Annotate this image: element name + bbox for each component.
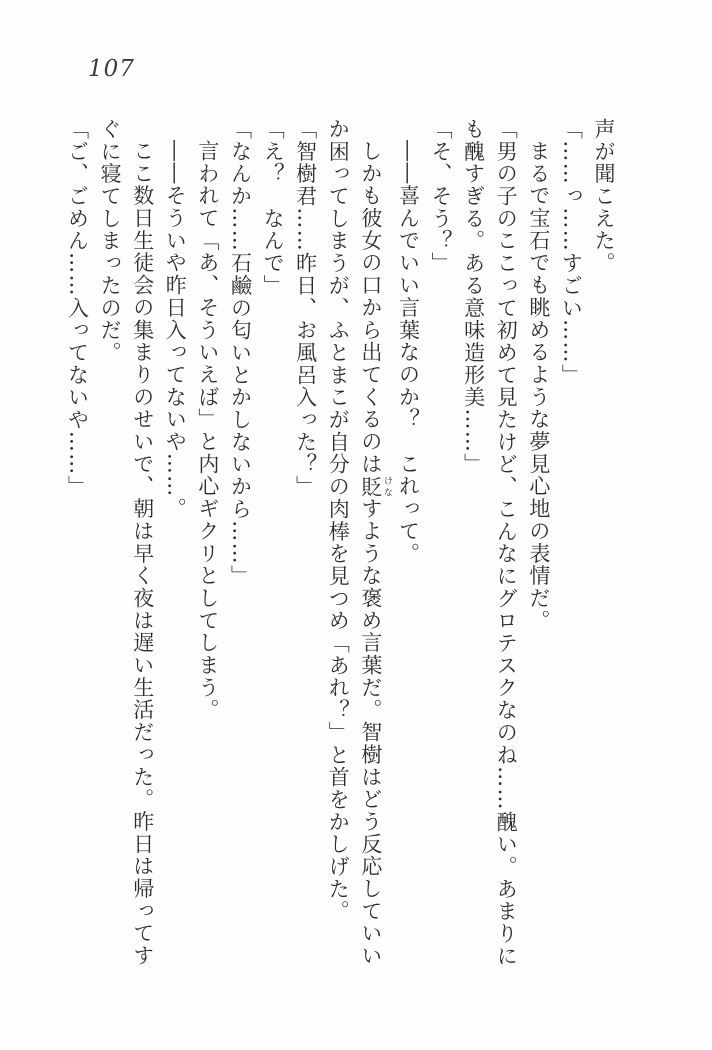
text-line-4: 「男の子のここって初めて見たけど、こんなにグロテスクなのね……醜い。あまりに <box>494 118 519 968</box>
text-line-14: ――そういや昨日入ってないや……。 <box>163 140 188 521</box>
text-line-7: ――喜んでいい言葉なのか？ これって。 <box>396 140 421 566</box>
text-line-17: 「ご、ごめん……入ってないや……」 <box>65 118 90 498</box>
text-line-13: 言われて「あ、そういえば」と内心ギクリとしてしまう。 <box>195 140 220 722</box>
text-line-12: 「なんか……石鹼の匂いとかしないから……」 <box>228 118 253 588</box>
ruby-kenasu <box>358 475 392 498</box>
text-line-9: か困ってしまうが、ふとまこが自分の肉棒を見つめ「あれ？」と首をかしげた。 <box>326 118 351 923</box>
text-line-3: まるで宝石でも眺めるような夢見心地の表情だ。 <box>526 140 551 633</box>
text-line-5: も醜すぎる。ある意味造形美……」 <box>461 118 486 476</box>
text-line-1: 声が聞こえた。 <box>592 118 616 275</box>
text-line-15: ここ数日生徒会の集まりのせいで、朝は早く夜は遅い生活だった。昨日は帰ってす <box>130 140 155 968</box>
text-line-10: 「智樹君……昨日、お風呂入った？」 <box>293 118 318 498</box>
text-line-8-pre: しかも彼女の口から出てくるのは <box>358 140 383 476</box>
text-line-16: ぐに寝てしまったのだ。 <box>98 118 123 364</box>
text-line-6: 「そ、そう？」 <box>429 118 454 275</box>
text-line-8 <box>354 118 392 970</box>
page-number: 107 <box>88 56 135 82</box>
text-line-8-post: すような褒め言葉だ。智樹はどう反応していい <box>358 498 383 968</box>
text-line-2: 「……っ……すごい……」 <box>559 118 584 387</box>
text-block <box>61 118 620 970</box>
text-line-11: 「え？ なんで」 <box>261 118 286 297</box>
ruby-furigana: けな <box>381 475 392 498</box>
ruby-base: 貶 <box>358 475 383 498</box>
